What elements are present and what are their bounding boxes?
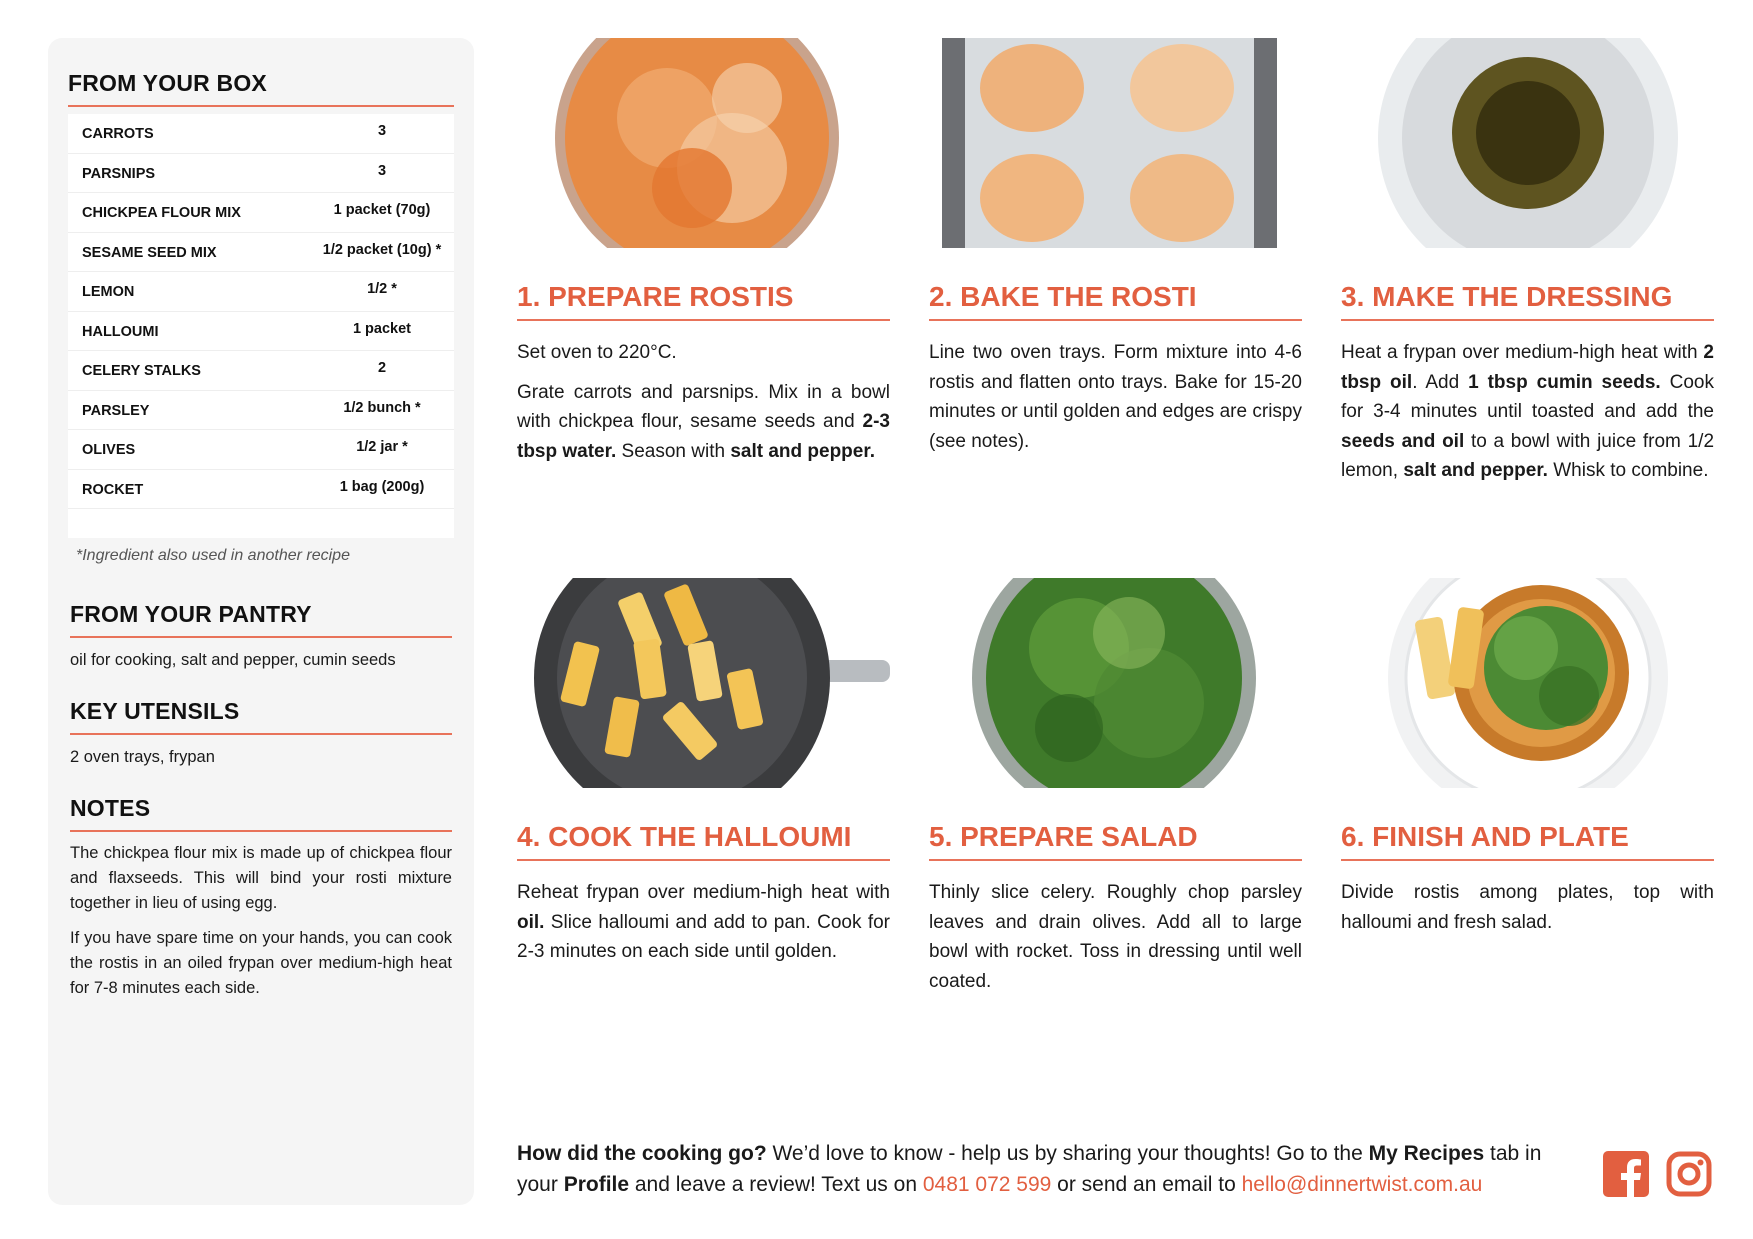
step-1-title: 1. PREPARE ROSTIS [517, 281, 890, 321]
bold-run: seeds and oil [1341, 430, 1465, 452]
ingredient-qty: 1/2 packet (10g) * [322, 241, 442, 258]
ingredient-row [68, 233, 454, 273]
bold-run: 2 tbsp oil [1341, 342, 1714, 393]
rosti-tray-photo [929, 38, 1302, 248]
ingredient-name: PARSNIPS [82, 165, 156, 182]
ingredient-name: CARROTS [82, 126, 154, 142]
text-run: Season with [616, 440, 731, 462]
step-2-text [929, 338, 1302, 466]
ingredients-table [68, 114, 454, 538]
text-run: Slice halloumi and add to pan. Cook for 2-3 minutes on each side until golden. [517, 911, 890, 962]
text-run: Heat a frypan over medium-high heat with [1341, 342, 1704, 363]
bold-run: 2-3 tbsp water. [517, 411, 890, 462]
ingredient-name: ROCKET [82, 481, 144, 498]
profile-label: Profile [563, 1173, 630, 1196]
ingredient-name: LEMON [82, 284, 135, 300]
email-link[interactable]: hello@dinnertwist.com.au [1241, 1173, 1483, 1196]
text-run: and leave a review! Text us on [629, 1173, 923, 1196]
key-utensils-heading: KEY UTENSILS [70, 698, 452, 735]
ingredient-footnote: *Ingredient also used in another recipe [76, 547, 350, 564]
ingredient-row [68, 114, 454, 154]
step-1-text [517, 338, 890, 476]
text-run: tab in your [517, 1142, 1542, 1196]
ingredient-qty: 3 [377, 162, 387, 179]
ingredient-row [68, 391, 454, 431]
ingredient-qty: 1 packet (70g) [333, 202, 431, 218]
ingredient-row [68, 312, 454, 352]
ingredient-name: HALLOUMI [82, 323, 159, 340]
phone-number[interactable]: 0481 072 599 [922, 1173, 1052, 1196]
ingredients-sidebar [48, 38, 474, 1205]
ingredient-row [68, 430, 454, 470]
cumin-dressing-photo [1341, 38, 1714, 248]
step-3-paragraph-1 [1341, 338, 1714, 486]
ingredient-qty: 1 packet [352, 320, 412, 337]
ingredient-row [68, 272, 454, 312]
ingredient-name: SESAME SEED MIX [82, 244, 217, 261]
utensils-text: 2 oven trays, frypan [70, 748, 215, 766]
step-6-text [1341, 878, 1714, 947]
halloumi-frypan-photo [517, 578, 890, 788]
ingredient-qty: 3 [377, 123, 387, 139]
ingredient-row [68, 470, 454, 510]
green-salad-photo [929, 578, 1302, 788]
notes-paragraph-1: The chickpea flour mix is made up of chickpea flour and flaxseeds. This will bind your rosti mixture together in lieu of using egg. [70, 844, 452, 912]
step-5-text [929, 878, 1302, 1006]
facebook-icon[interactable] [1603, 1151, 1649, 1197]
step-5-paragraph-1: Thinly slice celery. Roughly chop parsley leaves and drain olives. Add all to large bowl with rocket. Toss in dressing until well coated. [929, 882, 1302, 992]
bold-run: salt and pepper. [730, 440, 875, 462]
my-recipes-label: My Recipes [1368, 1142, 1485, 1165]
step-1-paragraph-1: Set oven to 220°C. [517, 342, 677, 363]
ingredient-qty: 2 [377, 360, 387, 376]
text-run: to a bowl with juice from 1/2 lemon, [1341, 430, 1715, 481]
bold-run: salt and pepper. [1403, 460, 1548, 481]
text-run: We’d love to know - help us by sharing your thoughts! Go to the [766, 1142, 1369, 1165]
ingredient-qty: 1/2 jar * [356, 439, 408, 455]
plated-dish-photo [1341, 578, 1714, 788]
from-your-box-heading: FROM YOUR BOX [68, 70, 454, 107]
bold-run: oil. [517, 911, 545, 933]
pantry-text: oil for cooking, salt and pepper, cumin seeds [70, 651, 396, 669]
feedback-question: How did the cooking go? [517, 1142, 767, 1165]
text-run: . Add [1412, 371, 1469, 393]
feedback-message [517, 1138, 1577, 1200]
step-3-text [1341, 338, 1714, 496]
text-run: Reheat frypan over medium-high heat with [517, 882, 890, 903]
notes-heading: NOTES [70, 795, 452, 832]
ingredient-name: PARSLEY [82, 402, 150, 419]
ingredient-name: CHICKPEA FLOUR MIX [82, 205, 241, 221]
text-run: Cook for 3-4 minutes until toasted and add the [1341, 371, 1714, 422]
step-3-title: 3. MAKE THE DRESSING [1341, 281, 1714, 321]
step-2-paragraph-1: Line two oven trays. Form mixture into 4-6 rostis and flatten onto trays. Bake for 15-20 minutes or until golden and edges are crispy (see notes). [929, 342, 1302, 452]
step-1-paragraph-2 [517, 378, 890, 467]
step-2-title: 2. BAKE THE ROSTI [929, 281, 1302, 321]
step-6-paragraph-1: Divide rostis among plates, top with halloumi and fresh salad. [1341, 882, 1714, 933]
step-6-title: 6. FINISH AND PLATE [1341, 821, 1714, 861]
text-run: Grate carrots and parsnips. Mix in a bowl with chickpea flour, sesame seeds and [517, 381, 890, 432]
grated-vegetables-photo [517, 38, 890, 248]
text-run: or send an email to [1051, 1173, 1242, 1196]
ingredient-row [68, 154, 454, 194]
text-run: Whisk to combine. [1547, 460, 1709, 481]
from-your-pantry-heading: FROM YOUR PANTRY [70, 601, 452, 638]
step-4-title: 4. COOK THE HALLOUMI [517, 821, 890, 861]
bold-run: 1 tbsp cumin seeds. [1468, 371, 1661, 393]
step-4-text [517, 878, 890, 977]
ingredient-row [68, 193, 454, 233]
step-5-title: 5. PREPARE SALAD [929, 821, 1302, 861]
notes-paragraph-2: If you have spare time on your hands, you can cook the rostis in an oiled frypan over medium-high heat for 7-8 minutes each side. [70, 929, 452, 997]
ingredient-row [68, 351, 454, 391]
step-4-paragraph-1 [517, 878, 890, 967]
instagram-icon[interactable] [1666, 1151, 1712, 1197]
ingredient-name: OLIVES [82, 442, 136, 458]
ingredient-qty: 1/2 bunch * [343, 399, 421, 416]
ingredient-qty: 1 bag (200g) [339, 478, 425, 495]
ingredient-qty: 1/2 * [367, 281, 397, 297]
ingredient-name: CELERY STALKS [82, 363, 201, 379]
